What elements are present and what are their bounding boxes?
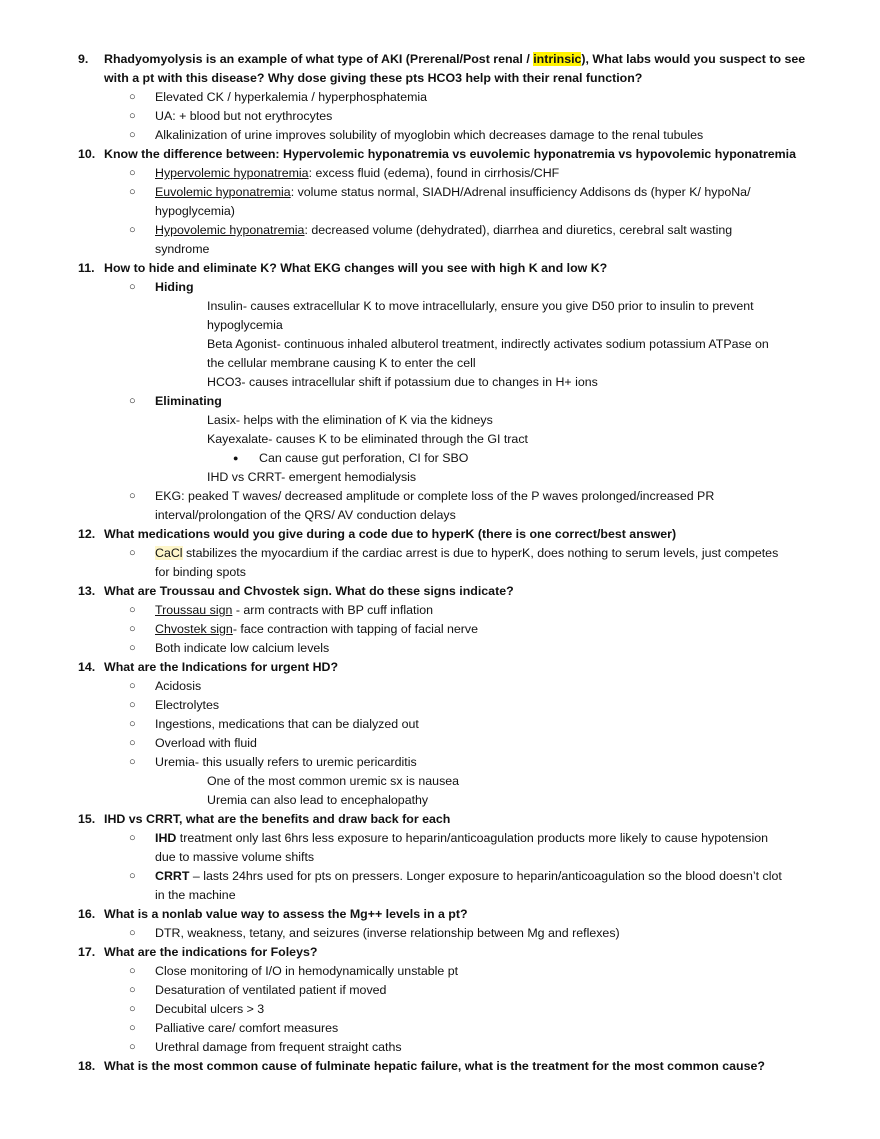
answer-text: Alkalinization of urine improves solubility of myoglobin which decreases damage to the renal tubules	[155, 128, 704, 142]
answer-item	[0, 1019, 880, 1038]
answer-item	[0, 487, 880, 506]
highlighted-term: CaCl	[155, 546, 183, 560]
hollow-bullet-icon: ○	[129, 167, 136, 179]
answer-item	[0, 221, 880, 240]
answer-text: : excess fluid (edema), found in cirrhosis/CHF	[308, 166, 560, 180]
answer-item	[0, 88, 880, 107]
answer-text: Insulin- causes extracellular K to move intracellularly, ensure you give D50 prior to insulin to prevent	[207, 299, 754, 313]
question-number: 9.	[78, 52, 89, 66]
question-text: What are the Indications for urgent HD?	[104, 660, 339, 674]
question-number: 18.	[78, 1059, 96, 1073]
term: Troussau sign	[155, 603, 233, 617]
answer-text: Ingestions, medications that can be dialyzed out	[155, 717, 419, 731]
answer-text: IHD vs CRRT- emergent hemodialysis	[207, 470, 417, 484]
answer-text: interval/prolongation of the QRS/ AV conduction delays	[155, 508, 456, 522]
sub-answer	[0, 297, 880, 316]
answer-text: hypoglycemia)	[155, 204, 235, 218]
subheading-eliminating: Eliminating	[155, 394, 222, 408]
answer-item	[0, 1038, 880, 1057]
answer-item	[0, 278, 880, 297]
question-number: 12.	[78, 527, 96, 541]
hollow-bullet-icon: ○	[129, 699, 136, 711]
term: Hypervolemic hyponatremia	[155, 166, 309, 180]
answer-item	[0, 924, 880, 943]
answer-item	[0, 677, 880, 696]
hollow-bullet-icon: ○	[129, 1003, 136, 1015]
hollow-bullet-icon: ○	[129, 91, 136, 103]
answer-cont	[0, 240, 880, 259]
answer-text: : volume status normal, SIADH/Adrenal insufficiency Addisons ds (hyper K/ hypoNa/	[290, 185, 751, 199]
answer-item	[0, 601, 880, 620]
question-number: 10.	[78, 147, 96, 161]
hollow-bullet-icon: ○	[129, 547, 136, 559]
answer-text: Uremia- this usually refers to uremic pericarditis	[155, 755, 417, 769]
question-number: 15.	[78, 812, 96, 826]
answer-text: Lasix- helps with the elimination of K via the kidneys	[207, 413, 493, 427]
answer-text: Elevated CK / hyperkalemia / hyperphosphatemia	[155, 90, 428, 104]
hollow-bullet-icon: ○	[129, 490, 136, 502]
answer-item	[0, 981, 880, 1000]
hollow-bullet-icon: ○	[129, 623, 136, 635]
hollow-bullet-icon: ○	[129, 927, 136, 939]
question-13	[0, 582, 880, 601]
question-16	[0, 905, 880, 924]
answer-text: Close monitoring of I/O in hemodynamically unstable pt	[155, 964, 459, 978]
question-17	[0, 943, 880, 962]
answer-item	[0, 107, 880, 126]
question-number: 16.	[78, 907, 96, 921]
hollow-bullet-icon: ○	[129, 110, 136, 122]
hollow-bullet-icon: ○	[129, 832, 136, 844]
answer-text: UA: + blood but not erythrocytes	[155, 109, 333, 123]
answer-cont	[0, 886, 880, 905]
hollow-bullet-icon: ○	[129, 186, 136, 198]
answer-text: in the machine	[155, 888, 236, 902]
term: IHD	[155, 831, 177, 845]
answer-text: : decreased volume (dehydrated), diarrhea and diuretics, cerebral salt wasting	[304, 223, 733, 237]
hollow-bullet-icon: ○	[129, 737, 136, 749]
answer-text: – lasts 24hrs used for pts on pressers. Longer exposure to heparin/anticoagulation so the blood doesn’t clot	[189, 869, 782, 883]
answer-item	[0, 639, 880, 658]
answer-text: Overload with fluid	[155, 736, 257, 750]
question-text: What are the indications for Foleys?	[104, 945, 318, 959]
answer-text: DTR, weakness, tetany, and seizures (inverse relationship between Mg and reflexes)	[155, 926, 620, 940]
document-page	[0, 50, 880, 1076]
sub-answer	[0, 373, 880, 392]
question-number: 11.	[78, 261, 95, 275]
answer-text: Both indicate low calcium levels	[155, 641, 330, 655]
hollow-bullet-icon: ○	[129, 395, 136, 407]
answer-text: treatment only last 6hrs less exposure to heparin/anticoagulation products more likely to cause hypotension	[176, 831, 768, 845]
hollow-bullet-icon: ○	[129, 604, 136, 616]
answer-text: - arm contracts with BP cuff inflation	[232, 603, 434, 617]
answer-text: hypoglycemia	[207, 318, 283, 332]
hollow-bullet-icon: ○	[129, 680, 136, 692]
answer-item	[0, 829, 880, 848]
sub-answer	[0, 468, 880, 487]
hollow-bullet-icon: ○	[129, 1041, 136, 1053]
answer-cont	[0, 563, 880, 582]
answer-text: due to massive volume shifts	[155, 850, 315, 864]
answer-item	[0, 715, 880, 734]
question-text: What are Troussau and Chvostek sign. What do these signs indicate?	[104, 584, 514, 598]
hollow-bullet-icon: ○	[129, 870, 136, 882]
hollow-bullet-icon: ○	[129, 224, 136, 236]
hollow-bullet-icon: ○	[129, 642, 136, 654]
hollow-bullet-icon: ○	[129, 756, 136, 768]
answer-text: Desaturation of ventilated patient if moved	[155, 983, 387, 997]
answer-text: Decubital ulcers > 3	[155, 1002, 265, 1016]
answer-item	[0, 696, 880, 715]
answer-item	[0, 544, 880, 563]
sub-answer	[0, 791, 880, 810]
question-10	[0, 145, 880, 164]
question-text: What is a nonlab value way to assess the Mg++ levels in a pt?	[104, 907, 468, 921]
answer-text: Can cause gut perforation, CI for SBO	[259, 451, 469, 465]
answer-text: Beta Agonist- continuous inhaled albuterol treatment, indirectly activates sodium potassium ATPase on	[207, 337, 769, 351]
sub-answer	[0, 772, 880, 791]
question-14	[0, 658, 880, 677]
answer-text: Palliative care/ comfort measures	[155, 1021, 339, 1035]
hollow-bullet-icon: ○	[129, 281, 136, 293]
answer-text: - face contraction with tapping of facial nerve	[232, 622, 479, 636]
subheading-hiding: Hiding	[155, 280, 194, 294]
answer-text: One of the most common uremic sx is nausea	[207, 774, 460, 788]
solid-bullet-icon: ●	[233, 453, 239, 463]
sub-answer	[0, 316, 880, 335]
hollow-bullet-icon: ○	[129, 965, 136, 977]
question-text: ), What labs would you suspect to see	[581, 52, 806, 66]
answer-item	[0, 962, 880, 981]
question-text: Know the difference between: Hypervolemic hyponatremia vs euvolemic hyponatremia vs hypovolemic hyponatremia	[104, 147, 797, 161]
answer-text: Acidosis	[155, 679, 202, 693]
answer-text: stabilizes the myocardium if the cardiac arrest is due to hyperK, does nothing to serum levels, just competes	[182, 546, 779, 560]
question-9	[0, 50, 880, 69]
hollow-bullet-icon: ○	[129, 718, 136, 730]
answer-item	[0, 392, 880, 411]
answer-item	[0, 1000, 880, 1019]
question-text: Rhadyomyolysis is an example of what type of AKI (Prerenal/Post renal /	[104, 52, 534, 66]
answer-item	[0, 126, 880, 145]
answer-text: for binding spots	[155, 565, 246, 579]
answer-item	[0, 734, 880, 753]
answer-text: Uremia can also lead to encephalopathy	[207, 793, 429, 807]
term: Hypovolemic hyponatremia	[155, 223, 305, 237]
sub-sub-answer	[0, 449, 880, 468]
answer-text: syndrome	[155, 242, 210, 256]
answer-cont	[0, 848, 880, 867]
question-text: How to hide and eliminate K? What EKG changes will you see with high K and low K?	[104, 261, 608, 275]
question-12	[0, 525, 880, 544]
question-11	[0, 259, 880, 278]
hollow-bullet-icon: ○	[129, 129, 136, 141]
term: CRRT	[155, 869, 190, 883]
question-text: with a pt with this disease? Why dose giving these pts HCO3 help with their renal function?	[104, 71, 643, 85]
highlighted-answer: intrinsic	[533, 52, 582, 66]
answer-item	[0, 164, 880, 183]
sub-answer	[0, 354, 880, 373]
sub-answer	[0, 335, 880, 354]
answer-text: Kayexalate- causes K to be eliminated through the GI tract	[207, 432, 528, 446]
answer-text: HCO3- causes intracellular shift if potassium due to changes in H+ ions	[207, 375, 598, 389]
answer-cont	[0, 506, 880, 525]
answer-item	[0, 620, 880, 639]
question-text: IHD vs CRRT, what are the benefits and draw back for each	[104, 812, 451, 826]
term: Euvolemic hyponatremia	[155, 185, 291, 199]
answer-text: Urethral damage from frequent straight caths	[155, 1040, 402, 1054]
answer-item	[0, 183, 880, 202]
question-text: What medications would you give during a code due to hyperK (there is one correct/best answer)	[104, 527, 677, 541]
answer-text: EKG: peaked T waves/ decreased amplitude or complete loss of the P waves prolonged/increased PR	[155, 489, 715, 503]
question-15	[0, 810, 880, 829]
sub-answer	[0, 430, 880, 449]
answer-text: the cellular membrane causing K to enter the cell	[207, 356, 476, 370]
sub-answer	[0, 411, 880, 430]
term: Chvostek sign	[155, 622, 233, 636]
hollow-bullet-icon: ○	[129, 1022, 136, 1034]
question-18	[0, 1057, 880, 1076]
answer-text: Electrolytes	[155, 698, 220, 712]
question-number: 14.	[78, 660, 96, 674]
question-9-cont	[0, 69, 880, 88]
answer-item	[0, 753, 880, 772]
question-number: 13.	[78, 584, 96, 598]
question-number: 17.	[78, 945, 96, 959]
hollow-bullet-icon: ○	[129, 984, 136, 996]
answer-cont	[0, 202, 880, 221]
question-text: What is the most common cause of fulminate hepatic failure, what is the treatment for the most common cause?	[104, 1059, 765, 1073]
answer-item	[0, 867, 880, 886]
